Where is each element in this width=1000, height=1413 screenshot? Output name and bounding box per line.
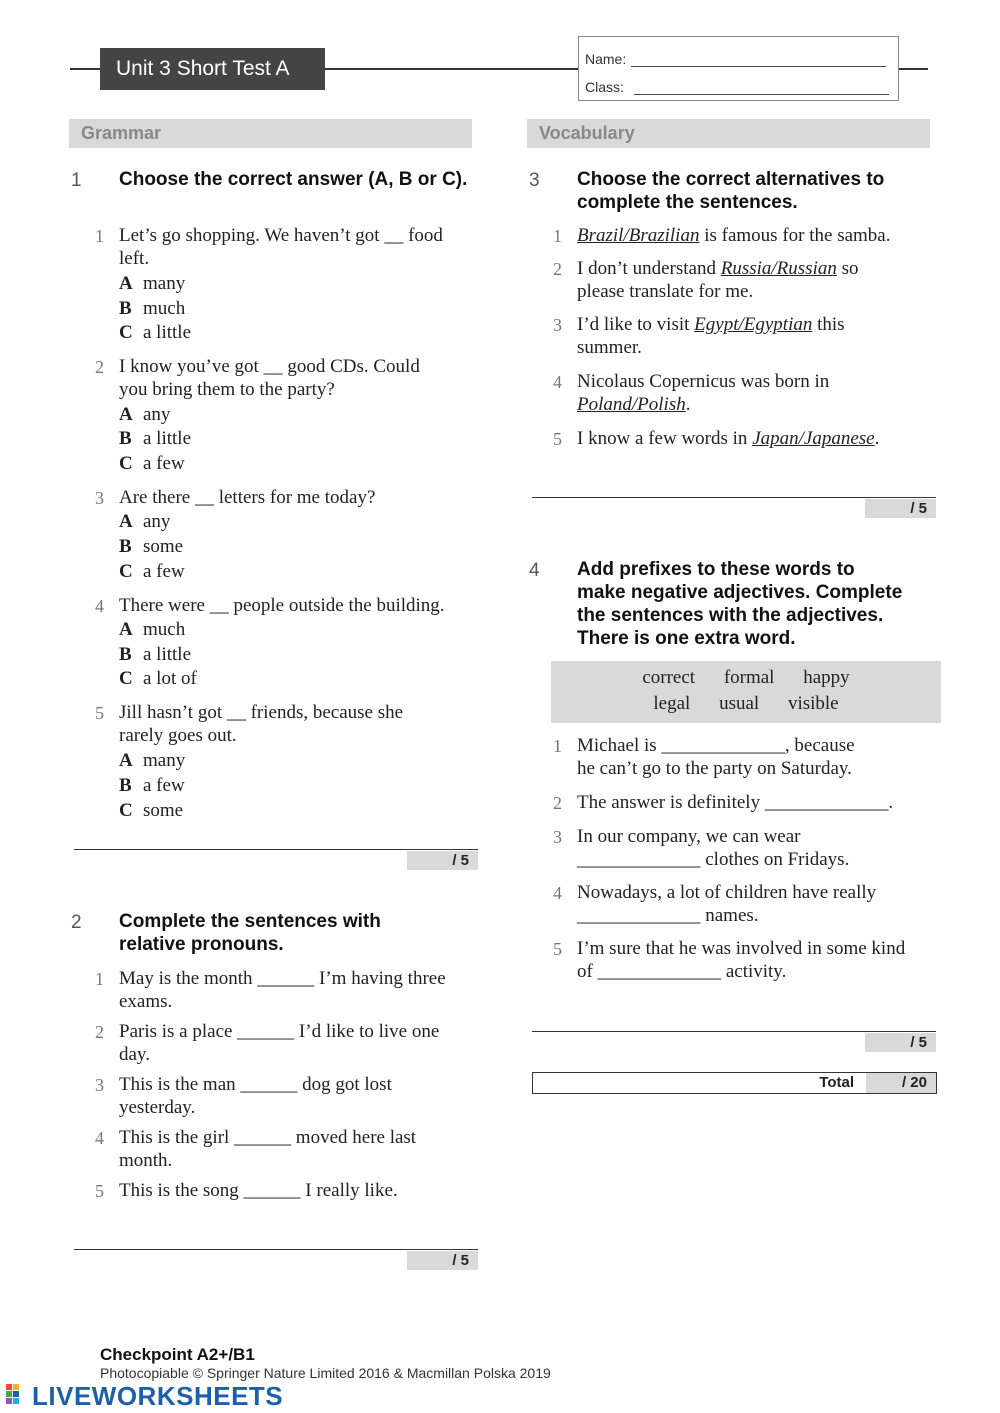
q1-item5-line2: rarely goes out. xyxy=(119,725,237,746)
q1-number: 1 xyxy=(71,170,82,191)
footer-title: Checkpoint A2+/B1 xyxy=(100,1345,255,1364)
name-row xyxy=(585,51,886,67)
q4-item1-line1: Michael is _____________, because xyxy=(577,735,855,756)
q3-instruction-line1: Choose the correct alternatives to xyxy=(577,169,885,190)
q4-item-text[interactable] xyxy=(577,937,942,983)
q2-item-number: 3 xyxy=(95,1075,104,1095)
q1-score-rule xyxy=(74,849,478,850)
q3-item4-pre: Nicolaus Copernicus was born in xyxy=(577,371,830,392)
q3-item-number: 2 xyxy=(553,259,562,279)
q4-item-text[interactable] xyxy=(577,734,937,780)
q3-item5-alternatives[interactable]: Japan/Japanese xyxy=(752,428,875,449)
q2-item5-line1: This is the song ______ I really like. xyxy=(119,1180,398,1201)
q1-item3-option-b[interactable]: B some xyxy=(119,536,184,557)
option-text: some xyxy=(143,800,184,821)
q3-item-number: 4 xyxy=(553,372,562,392)
q3-instruction-line2: complete the sentences. xyxy=(577,192,798,213)
q4-item-number: 2 xyxy=(553,793,562,813)
word-chip: visible xyxy=(787,693,839,714)
q1-item2-line1: I know you’ve got __ good CDs. Could xyxy=(119,356,420,377)
q2-item4-line2: month. xyxy=(119,1150,173,1171)
grammar-heading: Grammar xyxy=(69,119,472,148)
q2-item-number: 2 xyxy=(95,1022,104,1042)
q1-item5-option-a[interactable]: A many xyxy=(119,750,186,771)
q3-item3 xyxy=(577,313,937,359)
q3-item1-post: is famous for the samba. xyxy=(699,225,891,246)
q2-item3-line2: yesterday. xyxy=(119,1097,196,1118)
total-label: Total xyxy=(819,1074,854,1091)
q3-instruction xyxy=(577,168,937,214)
q4-item4-line1: Nowadays, a lot of children have really xyxy=(577,882,877,903)
q2-item3-line1: This is the man ______ dog got lost xyxy=(119,1074,392,1095)
q2-item-number: 4 xyxy=(95,1128,104,1148)
footer-copyright: Photocopiable © Springer Nature Limited 2016 & Macmillan Polska 2019 xyxy=(100,1365,551,1381)
q4-item1-line2: he can’t go to the party on Saturday. xyxy=(577,758,852,779)
option-text: a little xyxy=(143,428,192,449)
q1-item-text xyxy=(119,224,479,270)
q3-item1 xyxy=(577,224,937,247)
word-box-row2 xyxy=(551,693,941,715)
q1-item-number: 3 xyxy=(95,488,104,508)
q3-item3-line2: summer. xyxy=(577,337,642,358)
option-text: any xyxy=(143,404,171,425)
q3-item3-alternatives[interactable]: Egypt/Egyptian xyxy=(694,314,813,335)
q4-item5-line1: I’m sure that he was involved in some kind xyxy=(577,938,906,959)
q2-item-text xyxy=(119,1126,479,1172)
option-text: much xyxy=(143,619,186,640)
q2-item4-line1: This is the girl ______ moved here last xyxy=(119,1127,417,1148)
q4-instruction-line4: There is one extra word. xyxy=(577,628,796,649)
q1-item1-option-a[interactable]: A many xyxy=(119,273,186,294)
class-row xyxy=(585,79,889,95)
q1-item3-option-a[interactable]: A any xyxy=(119,511,171,532)
option-text: a few xyxy=(143,453,185,474)
q2-instruction-line1: Complete the sentences with xyxy=(119,911,381,932)
word-chip: correct xyxy=(642,667,696,688)
liveworksheets-logo-icon xyxy=(6,1384,32,1408)
q1-item4-line1: There were __ people outside the building. xyxy=(119,595,445,616)
class-label: Class: xyxy=(585,79,624,95)
q3-item2-pre: I don’t understand xyxy=(577,258,721,279)
q2-instruction-line2: relative pronouns. xyxy=(119,934,284,955)
q1-item3-option-c[interactable]: C a few xyxy=(119,561,185,582)
q4-number: 4 xyxy=(529,560,540,581)
q1-item1-option-c[interactable]: C a little xyxy=(119,322,192,343)
q1-item3-line1: Are there __ letters for me today? xyxy=(119,487,376,508)
q1-instruction: Choose the correct answer (A, B or C). xyxy=(119,169,468,190)
q3-item2-line2: please translate for me. xyxy=(577,281,754,302)
option-text: a little xyxy=(143,322,192,343)
q4-score-rule xyxy=(532,1031,936,1032)
q4-item2-line1[interactable]: The answer is definitely _____________. xyxy=(577,792,894,813)
q3-item3-pre: I’d like to visit xyxy=(577,314,695,335)
q1-item-text xyxy=(119,355,479,401)
header-rule-mid xyxy=(320,68,580,70)
q4-item4-line2: _____________ names. xyxy=(577,905,759,926)
total-box xyxy=(532,1072,937,1094)
option-text: a little xyxy=(143,644,192,665)
name-field[interactable] xyxy=(631,65,886,67)
name-class-box xyxy=(578,36,899,101)
q4-instruction-line1: Add prefixes to these words to xyxy=(577,559,855,580)
vocabulary-heading: Vocabulary xyxy=(527,119,930,148)
q3-item5 xyxy=(577,427,937,450)
q2-instruction xyxy=(119,910,479,956)
q1-item1-option-b[interactable]: B much xyxy=(119,298,186,319)
option-text: many xyxy=(143,273,186,294)
q3-item-number: 3 xyxy=(553,315,562,335)
class-field[interactable] xyxy=(634,93,889,95)
q2-item-number: 5 xyxy=(95,1181,104,1201)
q4-instruction-line2: make negative adjectives. Complete xyxy=(577,582,903,603)
q2-item-text xyxy=(119,967,479,1013)
q2-number: 2 xyxy=(71,912,82,933)
option-text: some xyxy=(143,536,184,557)
q3-item5-post: . xyxy=(874,428,880,449)
q4-item5-line2: of _____________ activity. xyxy=(577,961,787,982)
word-chip: formal xyxy=(723,667,775,688)
q1-item-number: 2 xyxy=(95,357,104,377)
q1-item-text xyxy=(119,701,479,747)
option-text: much xyxy=(143,298,186,319)
q2-item2-line1: Paris is a place ______ I’d like to live one xyxy=(119,1021,440,1042)
q1-item2-option-b[interactable]: B a little xyxy=(119,428,192,449)
q1-item4-option-b[interactable]: B a little xyxy=(119,644,192,665)
option-text: a few xyxy=(143,561,185,582)
q3-score: / 5 xyxy=(865,499,936,518)
total-score: / 20 xyxy=(866,1073,936,1093)
q4-instruction-line3: the sentences with the adjectives. xyxy=(577,605,884,626)
q2-score-rule xyxy=(74,1249,478,1250)
header-rule-right xyxy=(898,68,928,70)
q1-item-number: 4 xyxy=(95,596,104,616)
q4-instruction xyxy=(577,558,942,650)
q3-item4-alternatives[interactable]: Poland/Polish xyxy=(577,394,686,415)
q2-item-text xyxy=(119,1073,479,1119)
q4-item-number: 5 xyxy=(553,939,562,959)
q1-score: / 5 xyxy=(407,851,478,870)
q3-item-number: 5 xyxy=(553,429,562,449)
q2-item-text xyxy=(119,1020,479,1066)
q4-item-number: 4 xyxy=(553,883,562,903)
q4-item-text[interactable] xyxy=(577,881,937,927)
q3-item2-alternatives[interactable]: Russia/Russian xyxy=(720,258,837,279)
q3-item-number: 1 xyxy=(553,226,562,246)
word-box xyxy=(551,661,941,723)
q1-item2-option-c[interactable]: C a few xyxy=(119,453,185,474)
q4-item-number: 1 xyxy=(553,736,562,756)
q1-item-number: 1 xyxy=(95,226,104,246)
name-label: Name: xyxy=(585,51,627,67)
q4-item-text[interactable] xyxy=(577,825,937,871)
q1-item2-option-a[interactable]: A any xyxy=(119,404,171,425)
q1-item5-option-b[interactable]: B a few xyxy=(119,775,185,796)
q2-item1-line2: exams. xyxy=(119,991,173,1012)
q3-item4 xyxy=(577,370,937,416)
q1-item5-line1: Jill hasn’t got __ friends, because she xyxy=(119,702,404,723)
q2-score: / 5 xyxy=(407,1251,478,1270)
q3-number: 3 xyxy=(529,170,540,191)
option-text: a lot of xyxy=(143,668,197,689)
liveworksheets-logo[interactable] xyxy=(6,1381,283,1411)
q1-item1-line1: Let’s go shopping. We haven’t got __ food xyxy=(119,225,443,246)
q2-item2-line2: day. xyxy=(119,1044,150,1065)
q4-item-number: 3 xyxy=(553,827,562,847)
q1-item4-option-c[interactable]: C a lot of xyxy=(119,668,197,689)
q4-item3-line2: _____________ clothes on Fridays. xyxy=(577,849,850,870)
q3-item1-alternatives[interactable]: Brazil/Brazilian xyxy=(577,225,700,246)
q1-item-number: 5 xyxy=(95,703,104,723)
q2-item-number: 1 xyxy=(95,969,104,989)
q3-item3-post: this xyxy=(812,314,845,335)
q1-item4-option-a[interactable]: A much xyxy=(119,619,186,640)
q3-item2-post: so xyxy=(836,258,859,279)
word-chip: happy xyxy=(803,667,850,688)
q1-item1-line2: left. xyxy=(119,248,150,269)
q3-score-rule xyxy=(532,497,936,498)
q1-item5-option-c[interactable]: C some xyxy=(119,800,184,821)
q4-score: / 5 xyxy=(865,1033,936,1052)
q3-item5-pre: I know a few words in xyxy=(577,428,753,449)
q3-item2 xyxy=(577,257,937,303)
liveworksheets-logo-text: LIVEWORKSHEETS xyxy=(32,1380,284,1411)
option-text: a few xyxy=(143,775,185,796)
word-chip: usual xyxy=(719,693,760,714)
word-chip: legal xyxy=(653,693,691,714)
option-text: many xyxy=(143,750,186,771)
option-text: any xyxy=(143,511,171,532)
q4-item3-line1: In our company, we can wear xyxy=(577,826,801,847)
word-box-row1 xyxy=(551,667,941,689)
test-title: Unit 3 Short Test A xyxy=(100,48,325,90)
q2-item1-line1: May is the month ______ I’m having three xyxy=(119,968,446,989)
q1-item2-line2: you bring them to the party? xyxy=(119,379,335,400)
q3-item4-post: . xyxy=(685,394,691,415)
